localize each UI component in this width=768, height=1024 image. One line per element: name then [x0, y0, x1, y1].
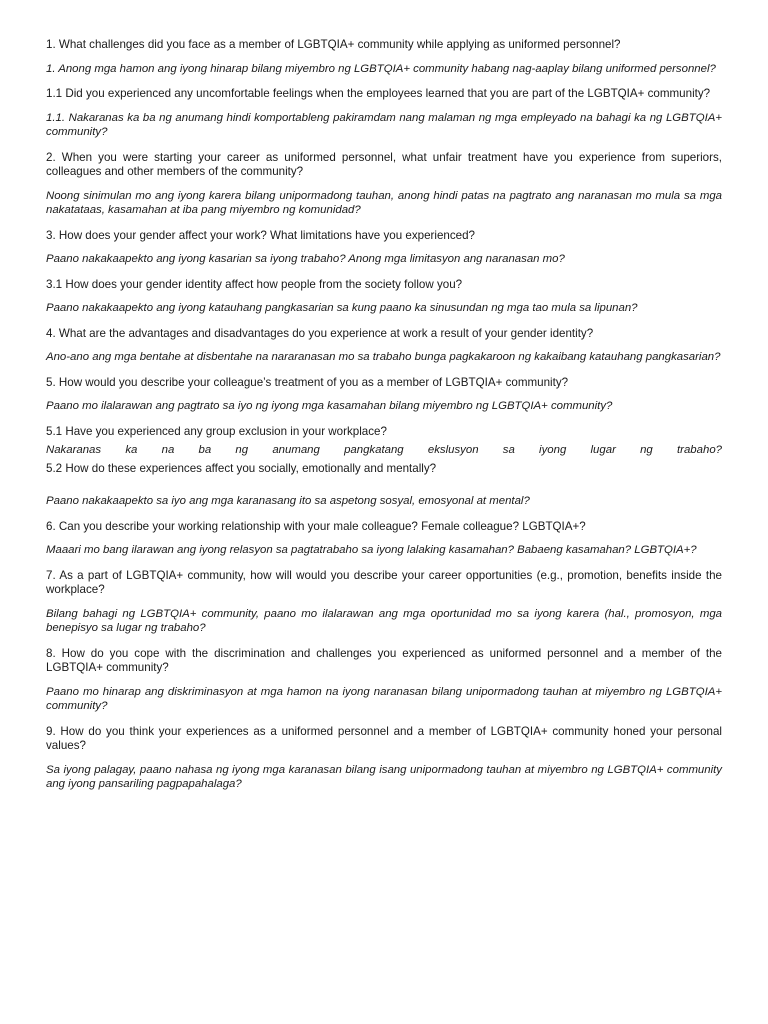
question-3-1: 3.1 How does your gender identity affect how people from the society follow you?	[46, 277, 463, 291]
translation-9: Sa iyong palagay, paano nahasa ng iyong mga karanasan bilang isang unipormadong tauhan at miyembro ng LGBTQIA+ community ang iyong pansariling pagpapahalaga?	[46, 763, 722, 790]
question-8: 8. How do you cope with the discrimination and challenges you experienced as uniformed personnel and a member of the LGBTQIA+ community?	[46, 646, 722, 674]
question-5-1: 5.1 Have you experienced any group exclusion in your workplace?	[46, 424, 387, 438]
translation-4: Ano-ano ang mga bentahe at disbentahe na nararanasan mo sa trabaho bunga pagkakaroon ng kakaibang katauhang pangkasarian?	[46, 351, 721, 363]
question-3: 3. How does your gender affect your work? What limitations have you experienced?	[46, 228, 475, 242]
translation-5: Paano mo ilalarawan ang pagtrato sa iyo ng iyong mga kasamahan bilang miyembro ng LGBTQIA+ community?	[46, 400, 613, 412]
translation-8: Paano mo hinarap ang diskriminasyon at mga hamon na iyong naranasan bilang unipormadong tauhan at miyembro ng LGBTQIA+ community?	[46, 685, 722, 712]
translation-1: 1. Anong mga hamon ang iyong hinarap bilang miyembro ng LGBTQIA+ community habang nag-aaplay bilang uniformed personnel?	[46, 62, 716, 75]
question-2: 2. When you were starting your career as uniformed personnel, what unfair treatment have you experience from superiors, colleagues and other members of the community?	[46, 150, 722, 178]
question-5-2: 5.2 How do these experiences affect you socially, emotionally and mentally?	[46, 461, 437, 475]
question-4: 4. What are the advantages and disadvantages do you experience at work a result of your gender identity?	[46, 326, 594, 340]
translation-5-1: Nakaranas ka na ba ng anumang pangkatang ekslusyon sa iyong lugar ng trabaho?	[46, 444, 722, 456]
translation-2: Noong sinimulan mo ang iyong karera bilang unipormadong tauhan, anong hindi patas na pagtrato ang naranasan mo mula sa mga nakatataas, kasamahan at iba pang miyembro ng komunidad?	[46, 189, 722, 216]
question-5: 5. How would you describe your colleague’s treatment of you as a member of LGBTQIA+ community?	[46, 375, 569, 389]
translation-5-2: Paano nakakaapekto sa iyo ang mga karanasang ito sa aspetong sosyal, emosyonal at mental?	[46, 495, 530, 507]
translation-3: Paano nakakaapekto ang iyong kasarian sa iyong trabaho? Anong mga limitasyon ang naranasan mo?	[46, 253, 565, 265]
question-1: 1. What challenges did you face as a member of LGBTQIA+ community while applying as uniformed personnel?	[46, 38, 621, 51]
question-9: 9. How do you think your experiences as a uniformed personnel and a member of LGBTQIA+ community honed your personal values?	[46, 724, 722, 752]
translation-6: Maaari mo bang ilarawan ang iyong relasyon sa pagtatrabaho sa iyong lalaking kasamahan? Babaeng kasamahan? LGBTQIA+?	[46, 544, 697, 556]
question-7: 7. As a part of LGBTQIA+ community, how will would you describe your career opportunities (e.g., promotion, benefits inside the workplace?	[46, 568, 722, 596]
translation-1-1: 1.1. Nakaranas ka ba ng anumang hindi komportableng pakiramdam nang malaman ng mga empleyado na bahagi ka ng LGBTQIA+ community?	[46, 111, 722, 138]
question-6: 6. Can you describe your working relationship with your male colleague? Female colleague? LGBTQIA+?	[46, 519, 586, 533]
question-1-1: 1.1 Did you experienced any uncomfortable feelings when the employees learned that you are part of the LGBTQIA+ community?	[46, 87, 711, 100]
translation-7: Bilang bahagi ng LGBTQIA+ community, paano mo ilalarawan ang mga oportunidad mo sa iyong karera (hal., promosyon, mga benepisyo sa lugar ng trabaho?	[46, 607, 722, 634]
translation-3-1: Paano nakakaapekto ang iyong katauhang pangkasarian sa kung paano ka sinusundan ng mga tao mula sa lipunan?	[46, 302, 638, 314]
